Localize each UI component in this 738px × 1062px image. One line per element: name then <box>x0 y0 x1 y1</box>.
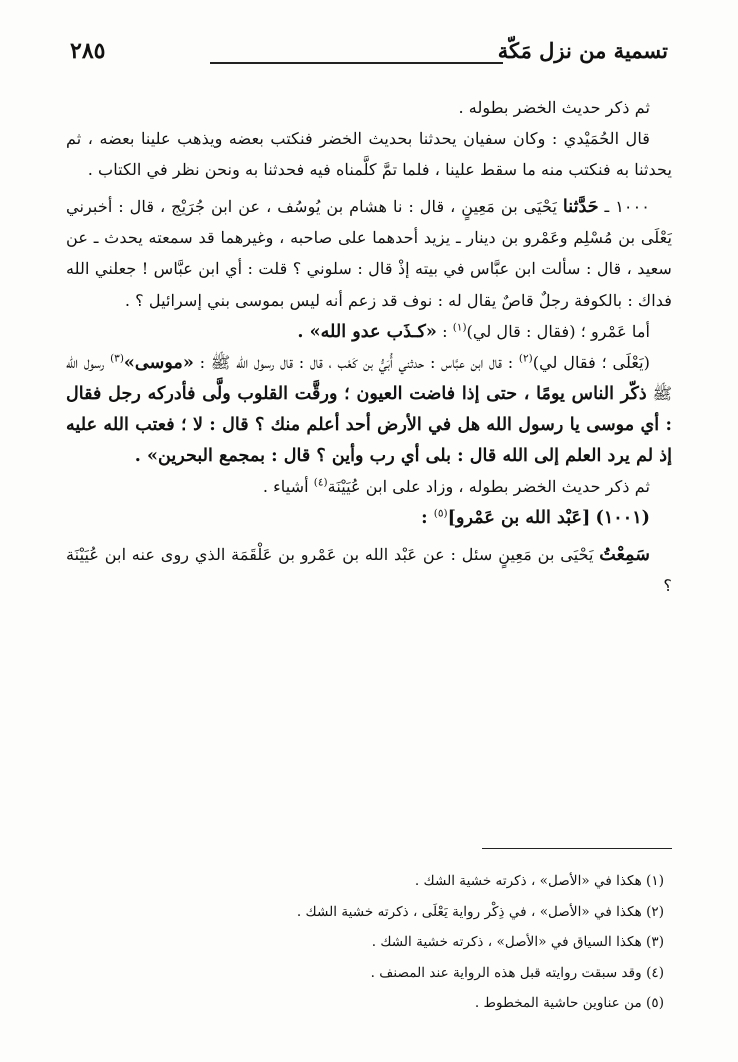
hadith-lead-word: حَدَّثنا <box>562 196 599 218</box>
entry-name: [عَبْد الله بن عَمْرو] <box>447 507 591 529</box>
entry-heading-1001 <box>66 502 672 533</box>
footnote: (٤) وقد سبقت روايته قبل هذه الرواية عند المصنف . <box>370 964 664 981</box>
paragraph <box>66 539 672 601</box>
paragraph <box>66 347 672 471</box>
paragraph <box>66 471 672 502</box>
quoted-saying: «موسى» <box>123 351 194 373</box>
narration-text: ثم ذكر حديث الخضر بطوله ، وزاد على ابن عُيَيْنَة <box>327 477 650 497</box>
body-text <box>66 92 672 602</box>
footnote: (٥) من عناوين حاشية المخطوط . <box>474 995 664 1011</box>
footnotes <box>66 866 672 1019</box>
hadith-1000 <box>66 191 672 315</box>
footnote-ref: (٤) <box>313 476 328 489</box>
hadith-text: يَحْيَى بن مَعِينٍ ، قال : نا هشام بن يُوسُف ، عن ابن جُرَيْج ، قال : أخبرني يَعْلَى بن مُسْلِم وعَمْرو بن دينار ـ يزيد أحدهما على صاحبه ، وغيرهما قد سمعته يحدث ـ عن سعيد ، قال : سألت ابن عبَّاس في بيته إذْ قال : سلوني ؟ قلت : أي ابن عبَّاس ! جعلني الله فداك : بالكوفة رجلٌ قاصٌ يقال له : نوف قد زعم أنه ليس بموسى بني إسرائيل ؟ . <box>66 197 672 310</box>
footnote-ref: (٥) <box>433 507 448 520</box>
footnote-ref: (١) <box>452 321 467 334</box>
page-number: ٢٨٥ <box>70 38 106 64</box>
entry-number: (١٠٠١) <box>595 507 650 529</box>
lead-word: سَمِعْتُ <box>599 544 650 566</box>
narration-text: : قال ابن عبَّاس : حدثني أُبَيُّ بن كَعْب ، قال : قال رسول الله ﷺ : <box>199 352 519 372</box>
narration-text: يَحْيَى بن مَعِينٍ سئل : عن عَبْد الله بن عَمْرو بن عَلْقَمَة الذي روى عنه ابن عُيَيْنَة ؟ <box>66 545 672 596</box>
entry-colon: : <box>421 507 434 529</box>
narration-text: أشياء . <box>262 477 314 497</box>
running-title: تسمية من نزل مَكّة <box>497 38 668 63</box>
paragraph: ثم ذكر حديث الخضر بطوله . <box>458 98 650 117</box>
narration-text: أما عَمْرو ؛ (فقال : قال لي) <box>466 321 650 341</box>
footnote: (١) هكذا في «الأصل» ، ذكرته خشية الشك . <box>414 873 664 889</box>
paragraph: قال الحُمَيْدي : وكان سفيان يحدثنا بحديث الخضر فنكتب بعضه ويذهب علينا بعضه ، ثم يحدثنا به فنكتب منه ما سقط علينا ، فلما تمَّ كلَّمناه فيه فحدثنا به ونحن نظر في الكتاب . <box>66 129 672 180</box>
footnote-ref: (٢) <box>518 352 533 365</box>
quoted-saying: ذكّر الناس يومًا ، حتى إذا فاضت العيون ؛ ورقَّت القلوب ولَّى فأدركه رجل فقال : أي موسى يا رسول الله هل في الأرض أحد أعلم منك ؟ قال : لا ؛ فعتب الله عليه إذ لم يرد العلم إلى الله قال : بلى أي رب وأين ؟ قال : بمجمع البحرين» . <box>66 382 672 467</box>
paragraph <box>66 316 672 347</box>
hadith-number: ١٠٠٠ ـ <box>604 197 650 217</box>
narration-text: رسول الله ﷺ <box>66 352 672 403</box>
footnote: (٣) هكذا السياق في «الأصل» ، ذكرته خشية الشك . <box>371 934 664 950</box>
footnote-separator <box>482 848 672 849</box>
header-rule <box>210 62 503 64</box>
footnote: (٢) هكذا في «الأصل» ، في ذِكْر رواية يَعْلَى ، ذكرته خشية الشك . <box>296 903 664 920</box>
quoted-saying: «كـذَب عدو الله» . <box>297 320 437 342</box>
narration-text: : <box>442 321 453 341</box>
footnote-ref: (٣) <box>110 352 124 365</box>
narration-text: (يَعْلَى ؛ فقال لي) <box>532 352 650 372</box>
page-header <box>70 38 668 78</box>
